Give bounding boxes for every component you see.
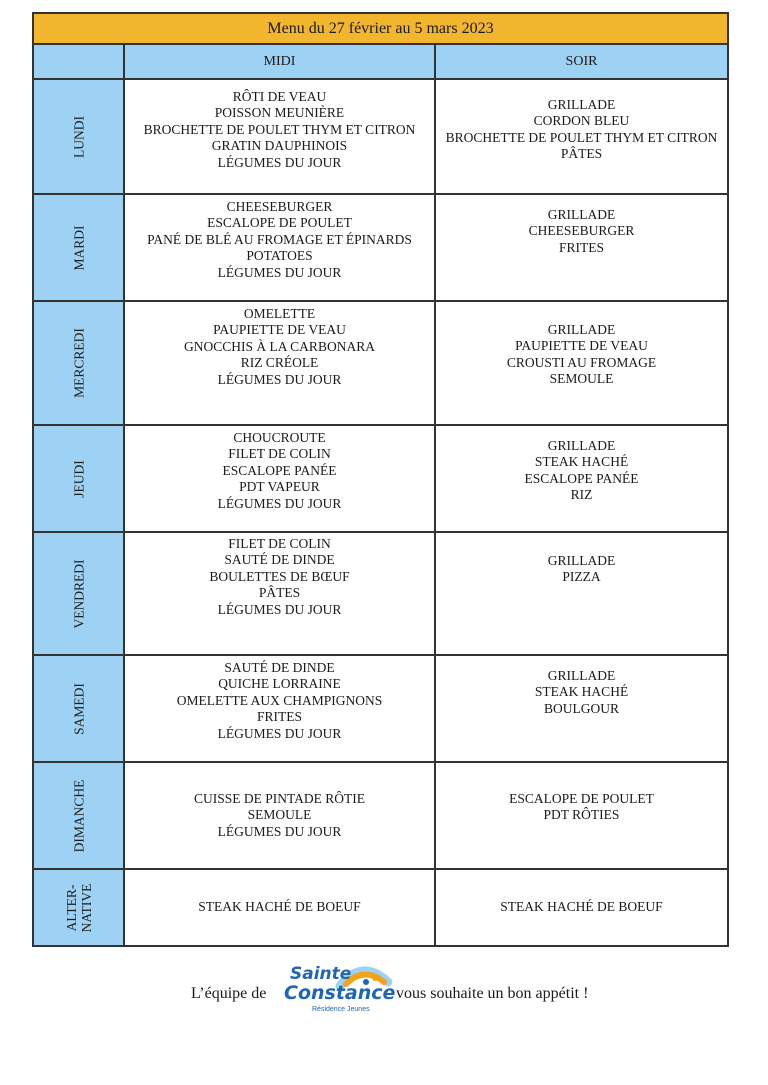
menu-item: PAUPIETTE DE VEAU	[213, 322, 346, 338]
dinner-cell	[435, 762, 727, 869]
day-label-cell	[34, 532, 124, 655]
menu-item: QUICHE LORRAINE	[218, 676, 341, 692]
dinner-cell	[435, 79, 727, 194]
menu-item: FILET DE COLIN	[228, 446, 331, 462]
menu-item: ESCALOPE DE POULET	[509, 791, 654, 806]
lunch-cell	[124, 655, 435, 762]
day-label-cell	[34, 762, 124, 869]
day-row-thursday	[34, 425, 727, 532]
menu-item: LÉGUMES DU JOUR	[217, 725, 342, 741]
day-row-tuesday	[34, 194, 727, 301]
menu-item: PIZZA	[562, 569, 601, 585]
logo-text-line3: Résidence Jeunes	[312, 1006, 370, 1013]
menu-item: SAUTÉ DE DINDE	[224, 552, 335, 568]
menu-item: PANÉ DE BLÉ AU FROMAGE ET ÉPINARDS	[147, 231, 412, 247]
day-row-alternative	[34, 869, 727, 945]
header-corner	[34, 45, 124, 79]
column-header-lunch: MIDI	[124, 45, 435, 79]
day-row-wednesday	[34, 301, 727, 425]
menu-item: LÉGUMES DU JOUR	[217, 264, 342, 280]
day-label-cell	[34, 194, 124, 301]
day-label: LUNDI	[71, 115, 86, 158]
lunch-cell	[124, 194, 435, 301]
day-label: MERCREDI	[71, 328, 86, 398]
lunch-cell	[124, 79, 435, 194]
day-label: VENDREDI	[71, 559, 86, 628]
day-row-monday	[34, 79, 727, 194]
dinner-cell	[435, 194, 727, 301]
menu-item: OMELETTE AUX CHAMPIGNONS	[176, 692, 383, 708]
menu-item: ESCALOPE PANÉE	[222, 462, 337, 478]
menu-item: RIZ CRÉOLE	[240, 355, 319, 371]
menu-item: PÂTES	[560, 146, 603, 162]
footer	[0, 958, 768, 1028]
menu-item: CUISSE DE PINTADE RÔTIE	[193, 791, 366, 806]
day-label-line: NATIVE	[78, 883, 94, 932]
column-header-dinner: SOIR	[435, 45, 727, 79]
day-label-cell	[34, 301, 124, 425]
lunch-cell	[124, 762, 435, 869]
dinner-cell: STEAK HACHÉ DE BOEUF	[435, 869, 727, 945]
menu-item: STEAK HACHÉ	[534, 454, 629, 470]
day-label	[64, 883, 94, 932]
menu-item: GRILLADE	[547, 322, 616, 337]
day-label: JEUDI	[71, 459, 86, 498]
menu-item: ESCALOPE PANÉE	[524, 470, 639, 486]
menu-item: GRILLADE	[547, 553, 616, 568]
dinner-cell	[435, 655, 727, 762]
menu-item: RIZ	[570, 487, 593, 503]
menu-item: CHEESEBURGER	[528, 223, 635, 239]
day-label-line: ALTER-	[63, 884, 79, 931]
footer-text-before: L’équipe de	[191, 985, 267, 1002]
footer-text-after: vous souhaite un bon appétit !	[396, 985, 589, 1002]
lunch-cell	[124, 532, 435, 655]
sainte-constance-logo	[282, 960, 394, 1022]
menu-item: PDT RÔTIES	[543, 807, 620, 823]
logo-text-line1: Sainte	[290, 964, 352, 984]
logo-text-line2: Constance	[284, 982, 396, 1004]
menu-item: FILET DE COLIN	[228, 536, 331, 551]
day-label-cell	[34, 79, 124, 194]
menu-item: PDT VAPEUR	[239, 479, 320, 495]
menu-item: GRILLADE	[547, 207, 616, 222]
day-label: SAMEDI	[71, 682, 86, 735]
menu-item: GRILLADE	[547, 668, 616, 683]
menu-item: SEMOULE	[247, 807, 312, 823]
menu-item: LÉGUMES DU JOUR	[217, 495, 342, 511]
menu-item: BOULETTES DE BŒUF	[209, 568, 350, 584]
menu-item: LÉGUMES DU JOUR	[217, 823, 342, 839]
menu-item: LÉGUMES DU JOUR	[217, 371, 342, 387]
menu-item: FRITES	[558, 239, 604, 255]
lunch-cell: STEAK HACHÉ DE BOEUF	[124, 869, 435, 945]
menu-item: FRITES	[256, 709, 302, 725]
menu-item: ESCALOPE DE POULET	[207, 215, 352, 231]
day-row-sunday	[34, 762, 727, 869]
day-label-cell	[34, 869, 124, 945]
day-label: MARDI	[71, 224, 86, 271]
menu-item: GNOCCHIS À LA CARBONARA	[184, 338, 375, 354]
menu-item: CHEESEBURGER	[226, 199, 333, 214]
day-label-cell	[34, 655, 124, 762]
menu-item: RÔTI DE VEAU	[232, 89, 327, 104]
menu-item: LÉGUMES DU JOUR	[217, 601, 342, 617]
menu-item: PÂTES	[258, 585, 301, 601]
menu-item: BOULGOUR	[543, 700, 619, 716]
dinner-cell	[435, 301, 727, 425]
day-row-saturday	[34, 655, 727, 762]
menu-item: GRILLADE	[547, 438, 616, 453]
menu-item: GRILLADE	[547, 97, 616, 112]
menu-item: BROCHETTE DE POULET THYM ET CITRON	[143, 121, 416, 137]
menu-item: PAUPIETTE DE VEAU	[515, 338, 648, 354]
menu-item: SAUTÉ DE DINDE	[224, 660, 335, 675]
menu-item: POTATOES	[246, 248, 313, 264]
menu-item: CORDON BLEU	[533, 113, 630, 129]
menu-item: OMELETTE	[243, 306, 316, 321]
menu-table	[34, 45, 727, 945]
dinner-cell	[435, 532, 727, 655]
menu-item: LÉGUMES DU JOUR	[217, 154, 342, 170]
menu-sheet	[32, 12, 729, 947]
dinner-cell	[435, 425, 727, 532]
menu-item: BROCHETTE DE POULET THYM ET CITRON	[445, 129, 718, 145]
lunch-cell	[124, 425, 435, 532]
menu-item: GRATIN DAUPHINOIS	[211, 138, 348, 154]
menu-item: CHOUCROUTE	[233, 430, 326, 445]
lunch-cell	[124, 301, 435, 425]
menu-item: POISSON MEUNIÈRE	[214, 105, 345, 121]
day-label: DIMANCHE	[71, 779, 86, 852]
day-label-cell	[34, 425, 124, 532]
menu-title: Menu du 27 février au 5 mars 2023	[34, 14, 727, 45]
menu-item: CROUSTI AU FROMAGE	[506, 354, 657, 370]
menu-item: SEMOULE	[549, 371, 614, 387]
menu-item: STEAK HACHÉ	[534, 684, 629, 700]
day-row-friday	[34, 532, 727, 655]
